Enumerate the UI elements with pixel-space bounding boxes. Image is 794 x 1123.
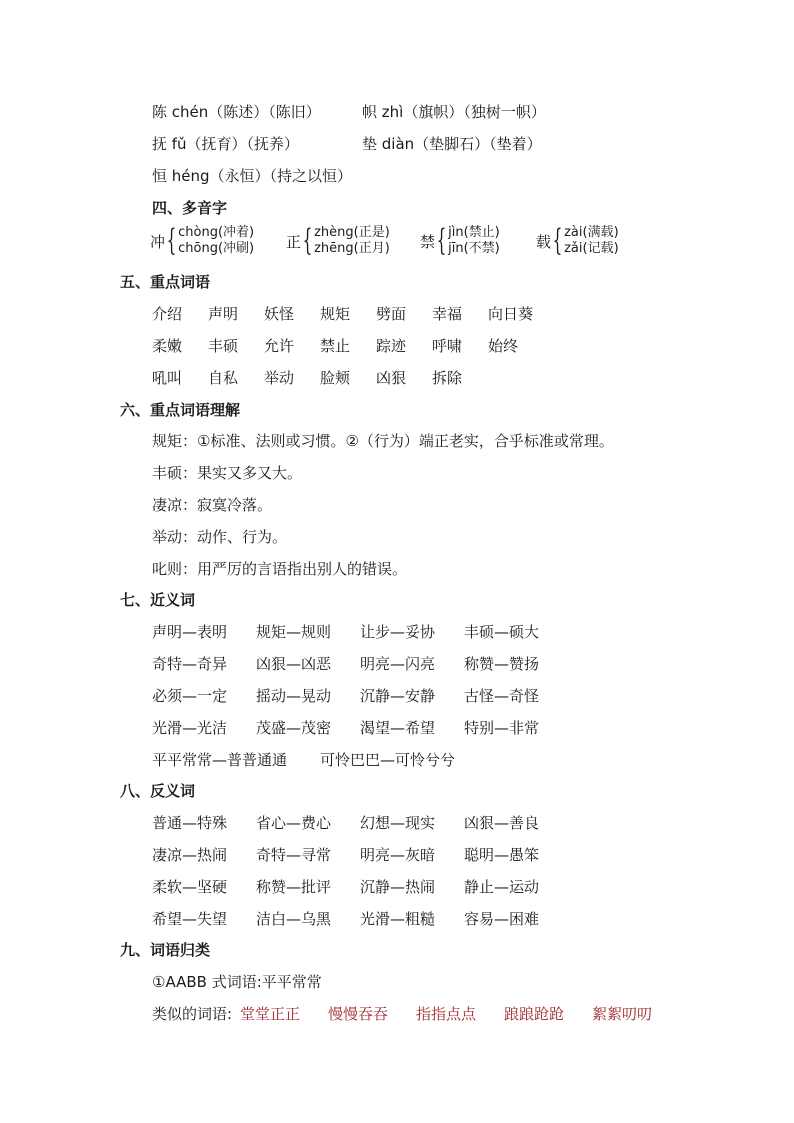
- section-heading-synonyms: 七、近义词: [120, 591, 196, 609]
- key-word: 幸福: [432, 305, 463, 323]
- antonym-pair: 洁白—乌黑: [256, 910, 332, 928]
- reading: jīn(不禁): [448, 241, 500, 256]
- reading: jìn(禁止): [448, 225, 500, 240]
- similar-word: 踉踉跄跄: [504, 1005, 565, 1023]
- synonym-pair: 光滑—光洁: [152, 719, 228, 737]
- pinyin-entry: 垫 diàn（垫脚石）（垫着）: [362, 135, 542, 153]
- antonym-pair: 希望—失望: [152, 910, 228, 928]
- synonym-pair: 古怪—奇怪: [464, 687, 540, 705]
- similar-words-label: 类似的词语:: [152, 1005, 233, 1023]
- pinyin-entry: 抚 fǔ（抚育）（抚养）: [152, 135, 300, 153]
- antonym-pair: 称赞—批评: [256, 878, 332, 896]
- key-word: 丰硕: [208, 337, 239, 355]
- definition-line: 举动：动作、行为。: [152, 528, 288, 546]
- synonym-pair: 丰硕—硕大: [464, 623, 540, 641]
- brace-icon: {: [436, 223, 447, 258]
- synonym-pair: 必须—一定: [152, 687, 228, 705]
- polyphone-char: 正: [286, 232, 302, 251]
- section-heading-antonyms: 八、反义词: [120, 782, 196, 800]
- polyphone-group: [420, 225, 500, 257]
- antonym-pair: 明亮—灰暗: [360, 846, 436, 864]
- antonym-pair: 柔软—坚硬: [152, 878, 228, 896]
- similar-word: 慢慢吞吞: [328, 1005, 389, 1023]
- key-word: 允许: [264, 337, 295, 355]
- reading: chòng(冲着): [178, 225, 255, 240]
- synonym-pair: 明亮—闪亮: [360, 655, 436, 673]
- antonym-pair: 沉静—热闹: [360, 878, 436, 896]
- key-word: 向日葵: [488, 305, 534, 323]
- synonym-pair: 渴望—希望: [360, 719, 436, 737]
- definition-line: 规矩：①标准、法则或习惯。②（行为）端正老实，合乎标准或常理。: [152, 432, 614, 450]
- reading: chōng(冲刷): [178, 241, 255, 256]
- synonym-pair: 声明—表明: [152, 623, 228, 641]
- brace-icon: {: [302, 223, 313, 258]
- synonym-pair: 沉静—安静: [360, 687, 436, 705]
- pinyin-entry: 恒 héng（永恒）（持之以恒）: [152, 167, 353, 185]
- antonym-pair: 省心—费心: [256, 814, 332, 832]
- key-word: 妖怪: [264, 305, 295, 323]
- key-word: 禁止: [320, 337, 351, 355]
- polyphone-char: 冲: [150, 232, 166, 251]
- polyphone-group: [286, 225, 390, 257]
- section-heading-word-categories: 九、词语归类: [120, 941, 211, 959]
- polyphone-char: 载: [536, 232, 552, 251]
- key-word: 劈面: [376, 305, 407, 323]
- key-word: 踪迹: [376, 337, 407, 355]
- key-word: 自私: [208, 369, 239, 387]
- section-heading-word-meaning: 六、重点词语理解: [120, 401, 241, 419]
- pinyin-entry: 帜 zhì（旗帜）（独树一帜）: [362, 103, 546, 121]
- similar-word: 絮絮叨叨: [592, 1005, 653, 1023]
- reading: zǎi(记载): [564, 241, 619, 256]
- synonym-pair: 让步—妥协: [360, 623, 436, 641]
- antonym-pair: 凄凉—热闹: [152, 846, 228, 864]
- definition-line: 叱则：用严厉的言语指出别人的错误。: [152, 560, 408, 578]
- synonym-pair: 凶狠—凶恶: [256, 655, 332, 673]
- similar-word: 指指点点: [416, 1005, 477, 1023]
- pinyin-entry: 陈 chén（陈述）（陈旧）: [152, 103, 321, 121]
- key-word: 凶狠: [376, 369, 407, 387]
- reading: zài(满载): [564, 225, 619, 240]
- definition-line: 凄凉：寂寞冷落。: [152, 496, 273, 514]
- antonym-pair: 光滑—粗糙: [360, 910, 436, 928]
- antonym-pair: 奇特—寻常: [256, 846, 332, 864]
- synonym-pair: 奇特—奇异: [152, 655, 228, 673]
- polyphone-group: [536, 225, 619, 257]
- synonym-pair: 平平常常—普普通通: [152, 751, 288, 769]
- synonym-pair: 规矩—规则: [256, 623, 332, 641]
- synonym-pair: 特别—非常: [464, 719, 540, 737]
- reading: zhēng(正月): [314, 241, 390, 256]
- key-word: 吼叫: [152, 369, 183, 387]
- category-aabb: ①AABB 式词语:平平常常: [152, 973, 322, 991]
- antonym-pair: 聪明—愚笨: [464, 846, 540, 864]
- reading: zhèng(正是): [314, 225, 390, 240]
- section-heading-key-words: 五、重点词语: [120, 273, 211, 291]
- synonym-pair: 摇动—晃动: [256, 687, 332, 705]
- key-word: 规矩: [320, 305, 351, 323]
- brace-icon: {: [166, 223, 177, 258]
- polyphone-group: [150, 225, 254, 257]
- key-word: 拆除: [432, 369, 463, 387]
- similar-word: 堂堂正正: [240, 1005, 301, 1023]
- brace-icon: {: [552, 223, 563, 258]
- antonym-pair: 幻想—现实: [360, 814, 436, 832]
- polyphone-char: 禁: [420, 232, 436, 251]
- antonym-pair: 普通—特殊: [152, 814, 228, 832]
- key-word: 介绍: [152, 305, 183, 323]
- antonym-pair: 凶狠—善良: [464, 814, 540, 832]
- definition-line: 丰硕：果实又多又大。: [152, 464, 303, 482]
- key-word: 柔嫩: [152, 337, 183, 355]
- synonym-pair: 可怜巴巴—可怜兮兮: [320, 751, 456, 769]
- antonym-pair: 容易—困难: [464, 910, 540, 928]
- key-word: 呼啸: [432, 337, 463, 355]
- key-word: 脸颊: [320, 369, 351, 387]
- antonym-pair: 静止—运动: [464, 878, 540, 896]
- key-word: 举动: [264, 369, 295, 387]
- section-heading-polyphones: 四、多音字: [152, 199, 228, 217]
- synonym-pair: 称赞—赞扬: [464, 655, 540, 673]
- key-word: 声明: [208, 305, 239, 323]
- synonym-pair: 茂盛—茂密: [256, 719, 332, 737]
- key-word: 始终: [488, 337, 519, 355]
